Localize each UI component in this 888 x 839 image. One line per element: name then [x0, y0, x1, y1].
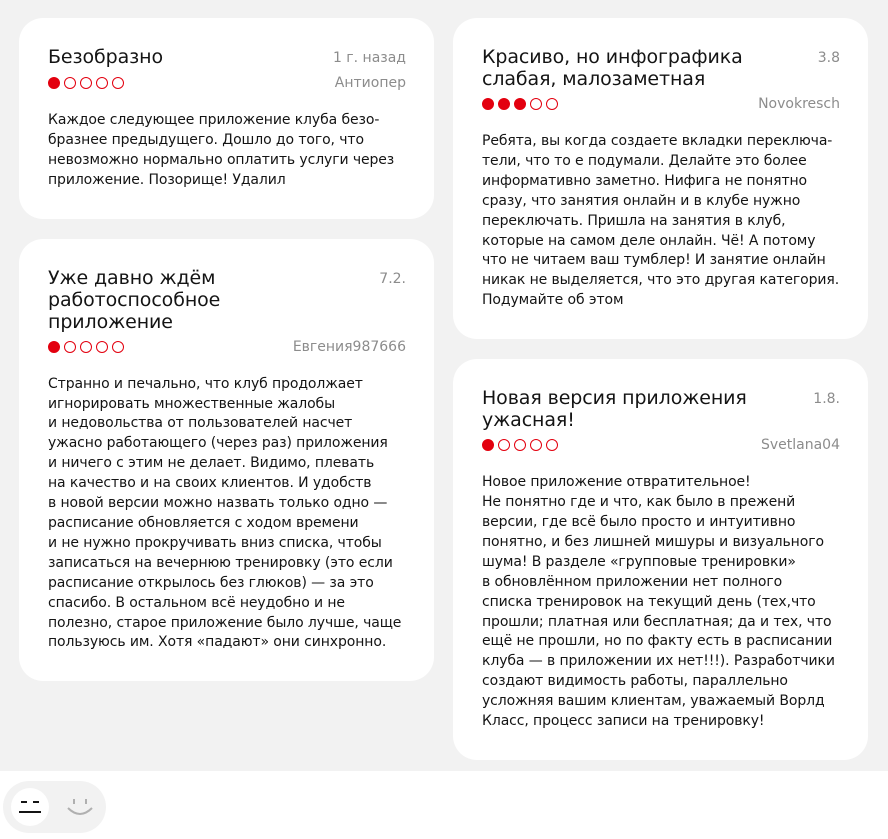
review-author: Novokresch — [758, 96, 840, 112]
rating-dots — [48, 341, 124, 353]
reviews-column-left — [19, 18, 434, 681]
rating-dot-empty — [498, 439, 510, 451]
rating-dot-empty — [112, 77, 124, 89]
review-text: Странно и печально, что клуб продолжает игнорировать множественные жалобы и недовольства от пользователей насчет ужасно работающего (через раз) приложения и ничего с этим не делает. Видимо, плевать на качество и на своих клиентов. И удобств в новой версии можно назвать только одно — расписание обновляется с ходом времени и не нужно прокручивать вниз списка, чтобы записаться на вечернюю тренировку (это если расписание открылось без глюков) — за это спасибо. В остальном всё неудобно и не полезно, старое приложение было лучше, чаще пользуюсь им. Хотя «падают» они синхронно. — [48, 375, 402, 651]
rating-dot-filled — [48, 341, 60, 353]
rating-dots — [482, 439, 558, 451]
rating-dot-empty — [96, 77, 108, 89]
review-date: 1 г. назад — [332, 50, 406, 66]
review-date: 1.8. — [813, 391, 840, 408]
review-card — [453, 18, 868, 339]
rating-dot-empty — [530, 439, 542, 451]
rating-dot-empty — [80, 341, 92, 353]
review-text: Ребята, вы когда создаете вкладки переключа- тели, что то е подумали. Делайте это более информативно заметно. Нифига не понятно сразу, что занятия онлайн и в клубе нужно переключать. Пришла на занятия в клуб, которые на самом деле онлайн. Чё! А потому что не читаем ваш тумблер! И занятие онлайн никак не выделяется, что это другая категория. Подумайте об этом — [482, 133, 840, 309]
rating-dots — [482, 98, 558, 110]
review-author: Евгения987666 — [292, 338, 406, 355]
bottom-bar — [0, 771, 888, 839]
rating-dot-empty — [546, 439, 558, 451]
rating-dot-empty — [530, 98, 542, 110]
rating-dot-empty — [546, 98, 558, 110]
rating-dot-filled — [48, 77, 60, 89]
rating-dot-filled — [498, 98, 510, 110]
smile-face-icon[interactable] — [61, 788, 99, 826]
review-title: Уже давно ждём работоспособное приложение — [48, 266, 221, 333]
review-title: Безобразно — [48, 46, 164, 68]
rating-dot-filled — [482, 98, 494, 110]
reviews-column-right — [453, 18, 868, 760]
rating-dot-filled — [482, 439, 494, 451]
rating-dots — [48, 77, 124, 89]
review-author: Антиопер — [334, 75, 406, 91]
review-card — [19, 18, 434, 219]
review-title: Новая версия приложения ужасная! — [482, 387, 747, 432]
review-text: Каждое следующее приложение клуба безо- бразнее предыдущего. Дошло до того, что невозможно нормально оплатить услуги через приложение. Позорище! Удалил — [48, 112, 395, 188]
review-card — [453, 359, 868, 760]
review-author: Svetlana04 — [760, 437, 840, 454]
review-text: Новое приложение отвратительное! Не понятно где и что, как было в преженй версии, где всё было просто и интуитивно понятно, и без лишней мишуры и визуального шума! В разделе «групповые тренировки» в обновлённом приложении нет полного списка тренировок на текущий день (тех,что прошли; платная или бесплатная; да и тех, что ещё не прошли, но по факту есть в расписании клуба — в приложении их нет!!!). Разработчики создают видимость работы, параллельно усложняя вашим клиентам, уважаемый Ворлд Класс, процесс записи на тренировку! — [482, 474, 835, 730]
rating-dot-empty — [64, 341, 76, 353]
rating-dot-empty — [112, 341, 124, 353]
rating-dot-empty — [514, 439, 526, 451]
rating-dot-empty — [64, 77, 76, 89]
neutral-face-icon[interactable] — [11, 788, 49, 826]
review-card — [19, 239, 434, 682]
rating-dot-filled — [514, 98, 526, 110]
review-title: Красиво, но инфографика слабая, малозаметная — [482, 46, 743, 90]
rating-dot-empty — [96, 341, 108, 353]
review-date: 7.2. — [379, 270, 406, 287]
mood-switcher[interactable] — [3, 781, 106, 833]
rating-dot-empty — [80, 77, 92, 89]
review-date: 3.8 — [817, 50, 840, 66]
